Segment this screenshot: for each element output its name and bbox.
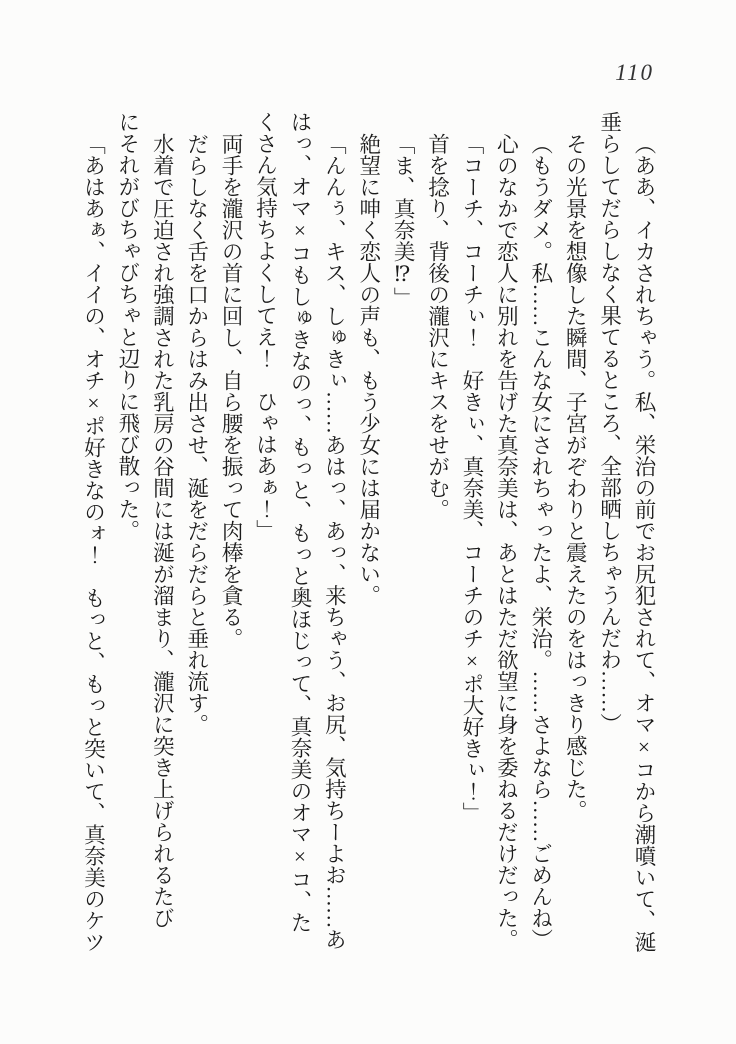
text-line: 両手を瀧沢の首に回し、自ら腰を振って肉棒を貪る。	[219, 132, 244, 649]
text-line: だらしなく舌を口からはみ出させ、涎をだらだらと垂れ流す。	[184, 132, 209, 735]
text-line: 「あはあぁ、イイの、オチ×ポ好きなのォ！ もっと、もっと突いて、真奈美のケツ	[81, 132, 106, 952]
text-line: はっ、オマ×コもしゅきなのっ、もっと、もっと奥ほじって、真奈美のオマ×コ、た	[287, 111, 312, 933]
text-body	[76, 111, 661, 951]
text-line: 水着で圧迫され強調された乳房の谷間には涎が溜まり、瀧沢に突き上げられるたび	[150, 132, 175, 928]
text-line: 垂らしてだらしなく果てるところ、全部晒しちゃうんだわ……）	[597, 111, 622, 735]
text-line: （もうダメ。私……こんな女にされちゃったよ、栄治。……さよなら……ごめんね）	[528, 132, 553, 950]
text-line: （ああ、イカされちゃう。私、栄治の前でお尻犯されて、オマ×コから潮噴いて、涎	[632, 132, 656, 952]
text-line: 「んんぅ、キス、しゅきぃ……あはっ、あっ、来ちゃう、お尻、気持ちーよお……あ	[322, 132, 347, 950]
text-line: その光景を想像した瞬間、子宮がぞわりと震えたのをはっきり感じた。	[563, 132, 588, 821]
page-number: 110	[615, 60, 654, 85]
text-line: 心のなかで恋人に別れを告げた真奈美は、あとはただ欲望に身を委ねるだけだった。	[494, 132, 519, 950]
text-line: 首を捻り、背後の瀧沢にキスをせがむ。	[425, 132, 450, 520]
text-line: 「コーチ、コーチぃ！ 好きぃ、真奈美、コーチのチ×ポ大好きぃ！」	[459, 132, 484, 823]
text-line: にそれがびちゃびちゃと辺りに飛び散った。	[115, 111, 140, 541]
text-line: 絶望に呻く恋人の声も、もう少女には届かない。	[356, 132, 381, 606]
text-line: 「ま、真奈美⁉」	[391, 132, 416, 308]
text-line: くさん気持ちよくしてえ！ ひゃはあぁ！」	[253, 111, 278, 541]
